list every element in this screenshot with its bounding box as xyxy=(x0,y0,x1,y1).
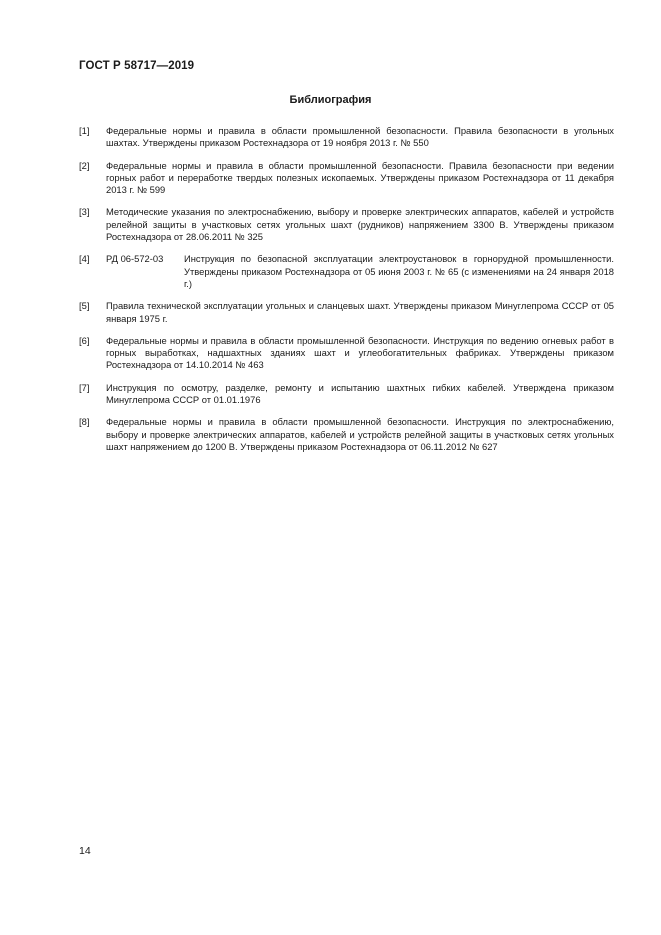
bibliography-list xyxy=(79,125,614,463)
entry-text: Инструкция по осмотру, разделке, ремонту и испытанию шахтных гибких кабелей. Утверждена приказом Минуглепрома СССР от 01.01.1976 xyxy=(106,381,614,406)
entry-number: [7] xyxy=(79,381,90,393)
entry-text: Федеральные нормы и правила в области промышленной безопасности. Правила безопасности в угольных шахтах. Утверждены приказом Ростехнадзора от 19 ноября 2013 г. № 550 xyxy=(106,125,614,149)
entry-text: Федеральные нормы и правила в области промышленной безопасности. Правила безопасности при ведении горных работ и переработке твердых полезных ископаемых. Утверждены приказом Ростехнадзора от 11 декабря 2013 г. № 599 xyxy=(106,159,614,196)
page-number: 14 xyxy=(79,845,91,857)
entry-number: [8] xyxy=(79,416,90,428)
entry-number: [2] xyxy=(79,159,90,171)
document-header: ГОСТ Р 58717—2019 xyxy=(79,60,195,72)
entry-number: [6] xyxy=(79,334,90,346)
section-title: Библиография xyxy=(289,94,372,106)
entry-text: Федеральные нормы и правила в области промышленной безопасности. Инструкция по электроснабжению, выбору и проверке электрических аппаратов, кабелей и устройств релейной защиты в участковых сетях угольных шахт напряжением до 1200 В. Утверждены приказом Ростехнадзора от 06.11.2012 № 627 xyxy=(106,416,614,452)
entry-text: Инструкция по безопасной эксплуатации электроустановок в горнорудной промышленности. Утверждены приказом Ростехнадзора от 05 июня 2003 г. № 65 (с изменениями на 24 января 2018 г.) xyxy=(184,253,614,289)
entry-number: [5] xyxy=(79,300,90,312)
entry-document-code: РД 06-572-03 xyxy=(106,253,164,265)
entry-number: [1] xyxy=(79,125,90,136)
bibliography-entry xyxy=(79,300,614,325)
entry-text: Правила технической эксплуатации угольных и сланцевых шахт. Утверждены приказом Минуглепрома СССР от 05 января 1975 г. xyxy=(106,300,614,324)
entry-text: Федеральные нормы и правила в области промышленной безопасности. Инструкция по ведению огневых работ в горных выработках, надшахтных зданиях шахт и углеобогатительных фабриках. Утверждены приказом Ростехнадзора от 14.10.2014 № 463 xyxy=(106,334,614,371)
bibliography-entry xyxy=(79,335,614,372)
bibliography-entry xyxy=(79,125,614,150)
bibliography-entry xyxy=(79,206,614,243)
entry-text: Методические указания по электроснабжению, выбору и проверке электрических аппаратов, кабелей и устройств релейной защиты в участковых сетях угольных шахт (рудников) напряжением 3300 В. Утверждены приказом Ростехнадзора от 28.06.2011 № 325 xyxy=(106,206,614,243)
bibliography-entry xyxy=(79,416,614,453)
entry-number: [3] xyxy=(79,206,90,218)
entry-number: [4] xyxy=(79,253,90,265)
bibliography-entry xyxy=(79,253,614,290)
bibliography-entry xyxy=(79,382,614,407)
bibliography-entry xyxy=(79,160,614,197)
